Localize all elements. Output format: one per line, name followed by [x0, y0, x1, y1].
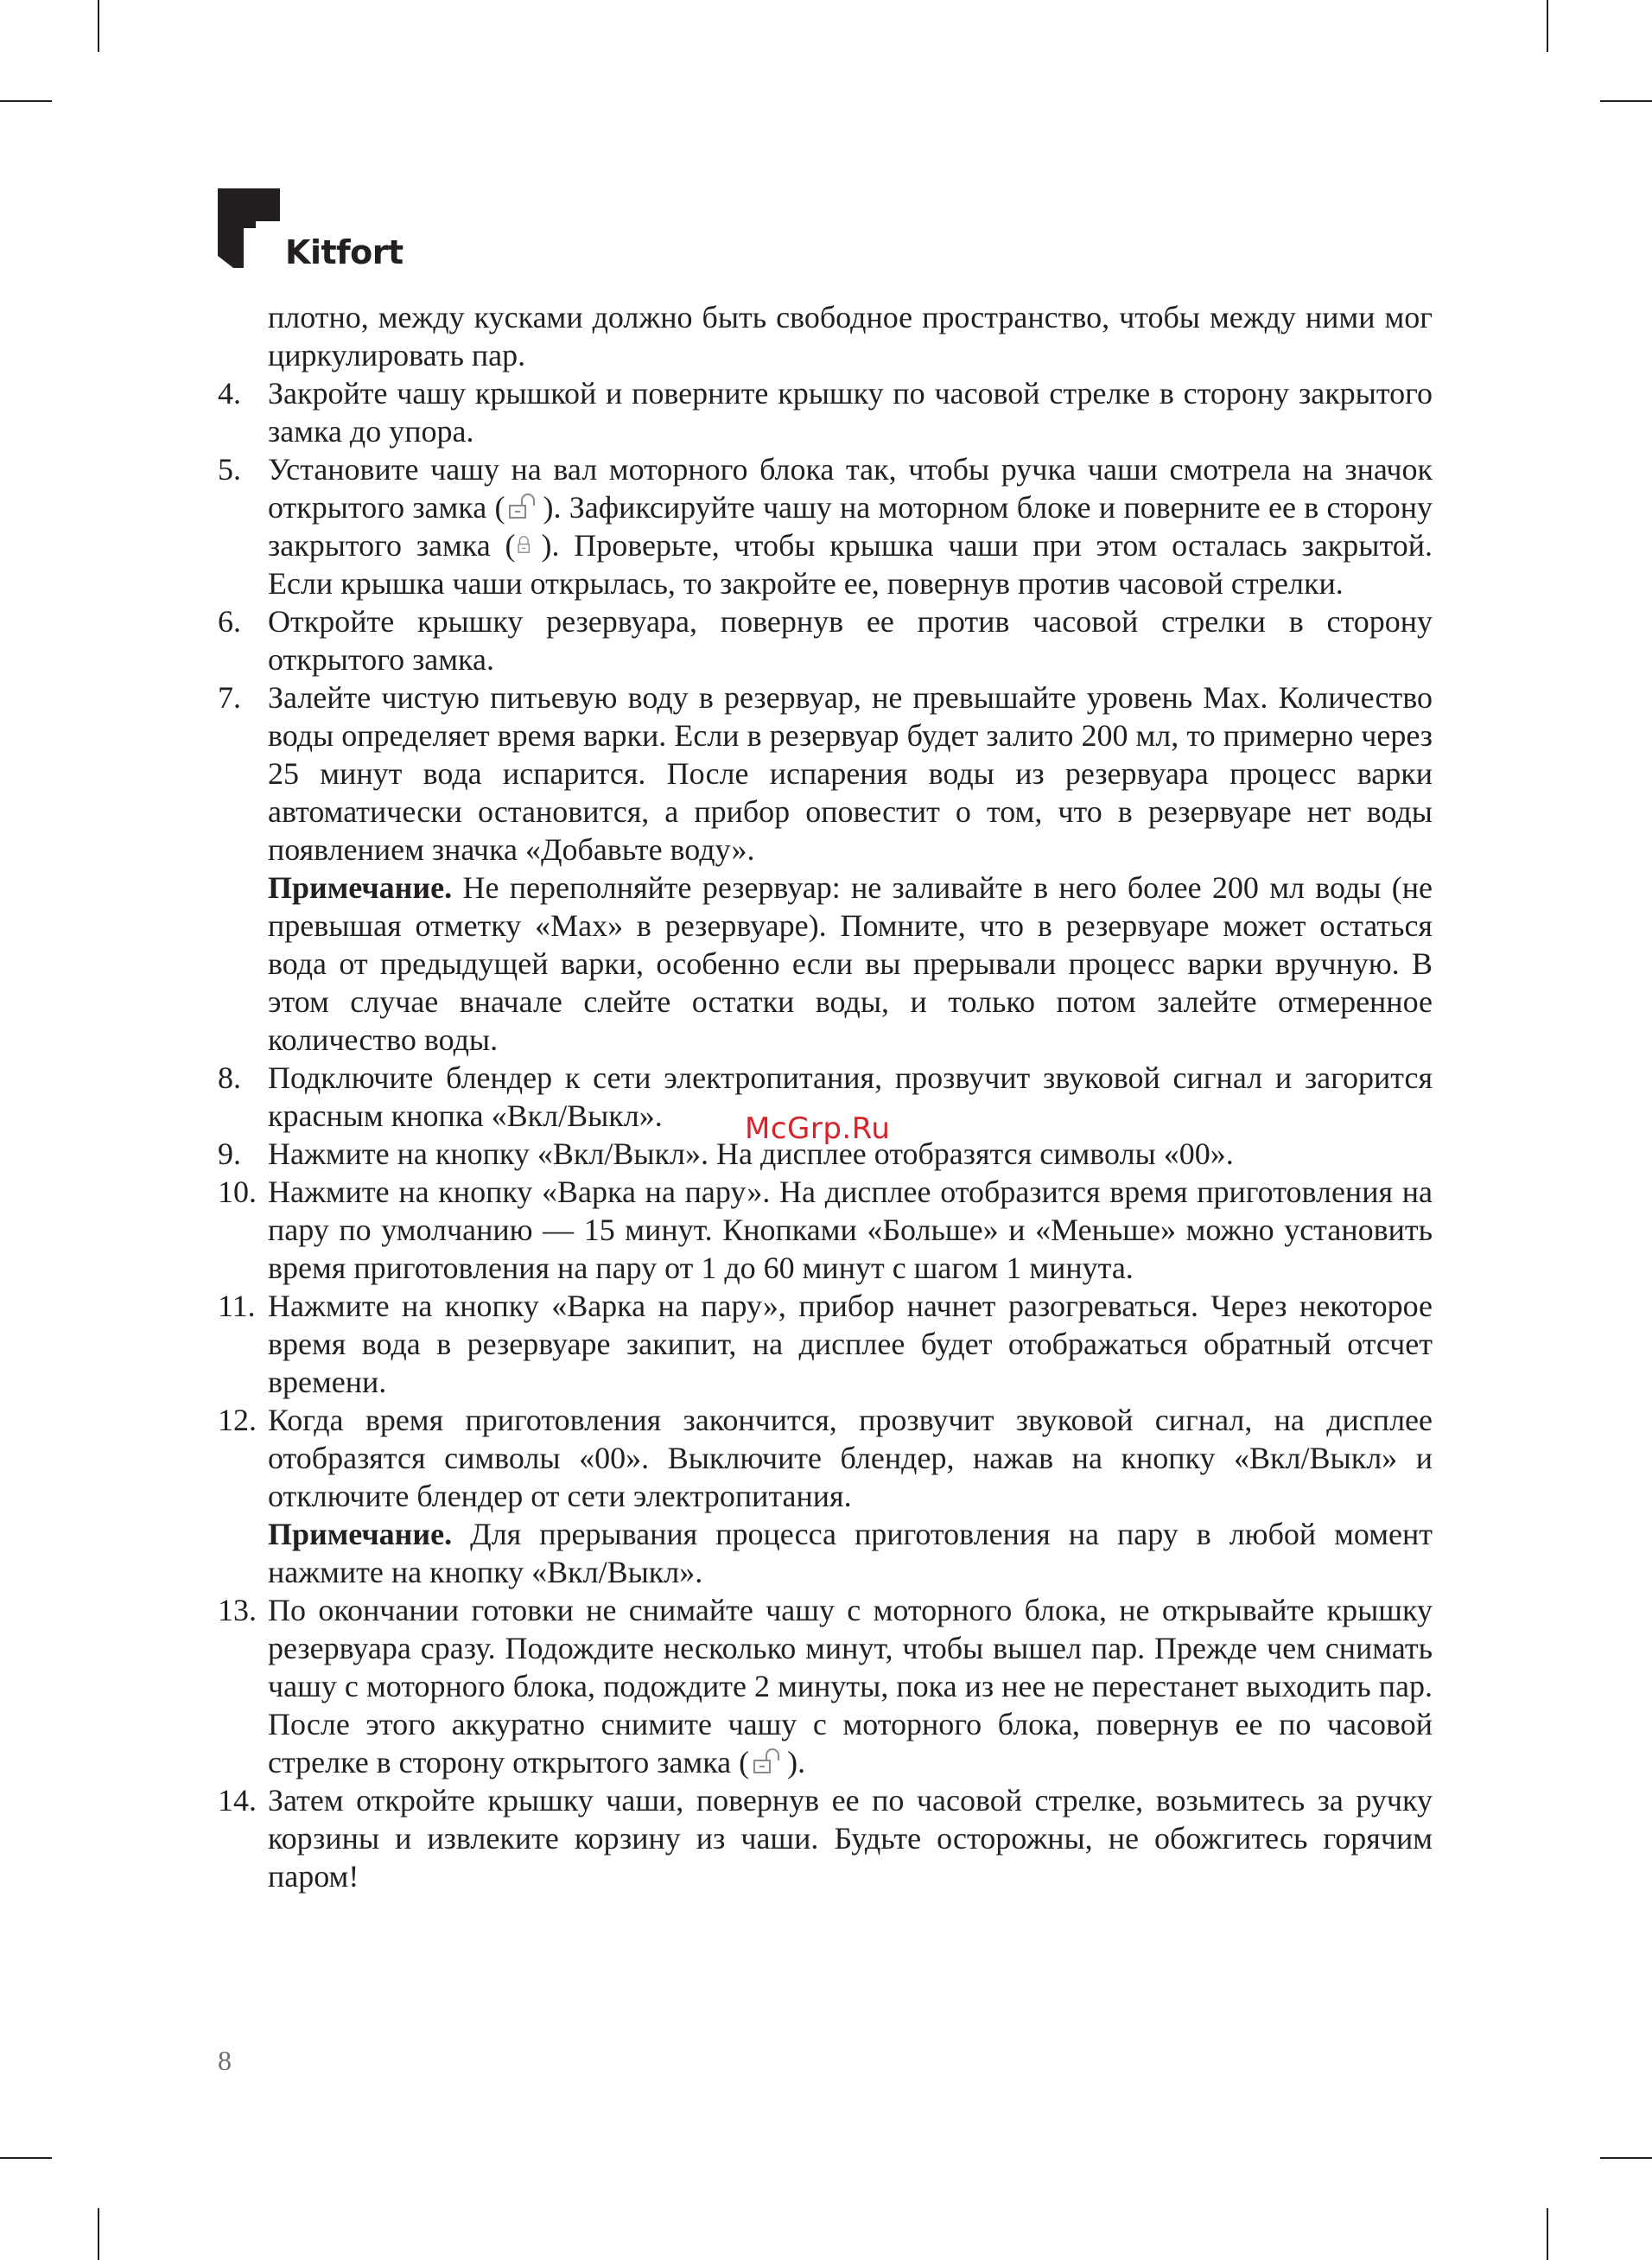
item-text-part: ). Проверьте, чтобы крышка чаши при этом осталась закрытой. Если крышка чаши открылась, то закройте ее, повернув против часовой стрелки.	[268, 528, 1433, 601]
item-text: Залейте чистую питьевую воду в резервуар, не превышайте уровень Max. Количество воды определяет время варки. Если в резервуар будет залито 200 мл, то примерно через 25 минут вода испарится. После испарения воды из резервуара процесс варки автоматически остановится, а прибор оповестит о том, что в резервуаре нет воды появлением значка «Добавьте воду».	[268, 680, 1433, 867]
note	[218, 869, 1433, 1059]
item-number: 7.	[218, 680, 241, 715]
list-item	[218, 1173, 1433, 1287]
item-number	[218, 869, 268, 1059]
item-number: 6.	[218, 604, 241, 639]
crop-mark	[0, 100, 52, 102]
lock-closed-icon	[515, 532, 541, 559]
crop-mark	[1600, 100, 1652, 102]
item-number: 9.	[218, 1136, 241, 1171]
lock-open-icon	[749, 1748, 787, 1776]
item-number	[218, 1515, 268, 1591]
brand-logo	[218, 188, 403, 271]
item-text: Затем откройте крышку чаши, повернув ее по часовой стрелке, возьмитесь за ручку корзины и извлеките корзину из чаши. Будьте осторожны, не обожгитесь горячим паром!	[268, 1783, 1433, 1894]
note-label: Примечание.	[268, 870, 453, 905]
item-text: Закройте чашу крышкой и поверните крышку по часовой стрелке в сторону закрытого замка до упора.	[268, 376, 1433, 449]
note-body: Не переполняйте резервуар: не заливайте в него более 200 мл воды (не превышая отметку «Max» в резервуаре). Помните, что в резервуаре может остаться вода от предыдущей варки, особенно если вы прерывали процесс варки вручную. В этом случае вначале слейте остатки воды, и только потом залейте отмеренное количество воды.	[268, 870, 1433, 1057]
item-text-part: Установите чашу на вал моторного блока так, чтобы ручка чаши смотрела на значок открытого замка (	[268, 452, 1433, 525]
item-text: Когда время приготовления закончится, прозвучит звуковой сигнал, на дисплее отобразятся символы «00». Выключите блендер, нажав на кнопку «Вкл/Выкл» и отключите блендер от сети электропитания.	[268, 1403, 1433, 1513]
instruction-list	[218, 298, 1433, 1895]
crop-mark	[1547, 2208, 1548, 2260]
note-text	[268, 869, 1433, 1059]
item-text-part: По окончании готовки не снимайте чашу с моторного блока, не открывайте крышку резервуара сразу. Подождите несколько минут, чтобы вышел пар. Прежде чем снимать чашу с моторного блока, подождите 2 минуты, пока из нее не перестанет выходить пар. После этого аккуратно снимите чашу с моторного блока, повернув ее по часовой стрелке в сторону открытого замка (	[268, 1593, 1433, 1779]
item-number: 4.	[218, 376, 241, 411]
item-text: Подключите блендер к сети электропитания, прозвучит звуковой сигнал и загорится красным кнопка «Вкл/Выкл».	[268, 1060, 1433, 1133]
note-body: Для прерывания процесса приготовления на пару в любой момент нажмите на кнопку «Вкл/Выкл».	[268, 1517, 1433, 1589]
list-item	[218, 374, 1433, 450]
item-number	[218, 298, 268, 374]
item-text: Нажмите на кнопку «Варка на пару», прибор начнет разогреваться. Через некоторое время вода в резервуаре закипит, на дисплее будет отображаться обратный отсчет времени.	[268, 1289, 1433, 1399]
list-item	[218, 602, 1433, 678]
note	[218, 1515, 1433, 1591]
item-text: плотно, между кусками должно быть свободное пространство, чтобы между ними мог циркулировать пар.	[268, 300, 1433, 372]
item-text	[268, 450, 1433, 602]
list-item	[218, 1781, 1433, 1895]
list-item	[218, 678, 1433, 869]
crop-mark	[0, 2157, 52, 2159]
item-number: 12.	[218, 1403, 257, 1437]
list-item	[218, 1287, 1433, 1401]
item-text-part: ). Зафиксируйте чашу на моторном блоке и поверните ее в сторону закрытого замка (	[268, 490, 1433, 563]
note-label: Примечание.	[268, 1517, 453, 1551]
item-number: 10.	[218, 1175, 257, 1209]
item-number: 5.	[218, 452, 241, 487]
item-text	[268, 1591, 1433, 1781]
item-text-part: ).	[787, 1745, 806, 1779]
crop-mark	[98, 2208, 99, 2260]
item-text: Нажмите на кнопку «Вкл/Выкл». На дисплее отобразятся символы «00».	[268, 1136, 1234, 1171]
kitfort-logo-icon	[218, 188, 280, 268]
crop-mark	[1547, 0, 1548, 52]
crop-mark	[1600, 2157, 1652, 2159]
item-number: 14.	[218, 1783, 257, 1818]
page-number: 8	[218, 2045, 232, 2076]
crop-mark	[98, 0, 99, 52]
item-text: Откройте крышку резервуара, повернув ее против часовой стрелки в сторону открытого замка.	[268, 604, 1433, 677]
list-item	[218, 1401, 1433, 1515]
item-number: 8.	[218, 1060, 241, 1095]
list-item	[218, 1591, 1433, 1781]
note-text	[268, 1515, 1433, 1591]
list-item	[218, 298, 1433, 374]
list-item	[218, 450, 1433, 602]
lock-open-icon	[505, 493, 543, 521]
item-number: 13.	[218, 1593, 257, 1627]
item-number: 11.	[218, 1289, 256, 1323]
watermark: McGrp.Ru	[745, 1111, 891, 1146]
item-text: Нажмите на кнопку «Варка на пару». На дисплее отобразится время приготовления на пару по умолчанию — 15 минут. Кнопками «Больше» и «Меньше» можно установить время приготовления на пару от 1 до 60 минут с шагом 1 минута.	[268, 1175, 1433, 1285]
brand-name: Kitfort	[285, 233, 403, 271]
